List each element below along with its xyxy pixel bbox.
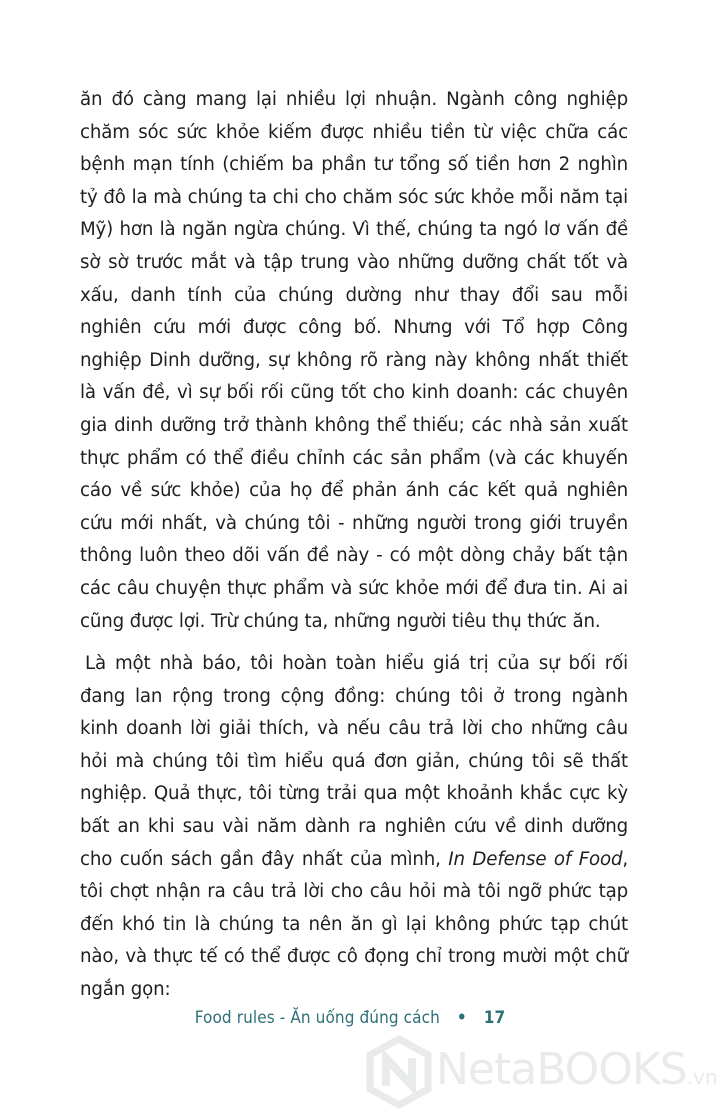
book-title-italic: In Defense of Food <box>448 848 623 870</box>
paragraph <box>80 648 628 1007</box>
paragraph: ăn đó càng mang lại nhiều lợi nhuận. Ngành công nghiệp chăm sóc sức khỏe kiếm được nhiều tiền từ việc chữa các bệnh mạn tính (chiếm ba phần tư tổng số tiền hơn 2 nghìn tỷ đô la mà chúng ta chi cho chăm sóc sức khỏe mỗi năm tại Mỹ) hơn là ngăn ngừa chúng. Vì thế, chúng ta ngó lơ vấn đề sờ sờ trước mắt và tập trung vào những dưỡng chất tốt và xấu, danh tính của chúng dường như thay đổi sau mỗi nghiên cứu mới được công bố. Nhưng với Tổ hợp Công nghiệp Dinh dưỡng, sự không rõ ràng này không nhất thiết là vấn đề, vì sự bối rối cũng tốt cho kinh doanh: các chuyên gia dinh dưỡng trở thành không thể thiếu; các nhà sản xuất thực phẩm có thể điều chỉnh các sản phẩm (và các khuyến cáo về sức khỏe) của họ để phản ánh các kết quả nghiên cứu mới nhất, và chúng tôi - những người trong giới truyền thông luôn theo dõi vấn đề này - có một dòng chảy bất tận các câu chuyện thực phẩm và sức khỏe mới để đưa tin. Ai ai cũng được lợi. Trừ chúng ta, những người tiêu thụ thức ăn. <box>80 89 628 632</box>
paragraph-text: , tôi chợt nhận ra câu trả lời cho câu hỏi mà tôi ngỡ phức tạp đến khó tin là chúng ta nên ăn gì lại không phức tạp chút nào, và thực tế có thể được cô đọng chỉ trong mười một chữ ngắn gọn: <box>80 848 628 1001</box>
watermark-suffix: .vn <box>686 1065 718 1089</box>
running-footer <box>0 1008 700 1028</box>
footer-separator: • <box>456 1008 467 1028</box>
page-number: 17 <box>483 1008 506 1028</box>
page-body <box>80 84 628 1007</box>
paragraph-text: Là một nhà báo, tôi hoàn toàn hiểu giá trị của sự bối rối đang lan rộng trong cộng đồng: chúng tôi ở trong ngành kinh doanh lời giải thích, và nếu câu trả lời cho những câu hỏi mà chúng tôi tìm hiểu quá đơn giản, chúng tôi sẽ thất nghiệp. Quả thực, tôi từng trải qua một khoảnh khắc cực kỳ bất an khi sau vài năm dành ra nghiên cứu về dinh dưỡng cho cuốn sách gần đây nhất của mình, <box>80 653 628 870</box>
watermark <box>366 1036 718 1116</box>
watermark-text <box>436 1044 718 1095</box>
watermark-brand: NetaBOOKS <box>436 1044 687 1095</box>
footer-book-title: Food rules - Ăn uống đúng cách <box>194 1008 440 1028</box>
neta-logo-icon <box>366 1036 432 1108</box>
